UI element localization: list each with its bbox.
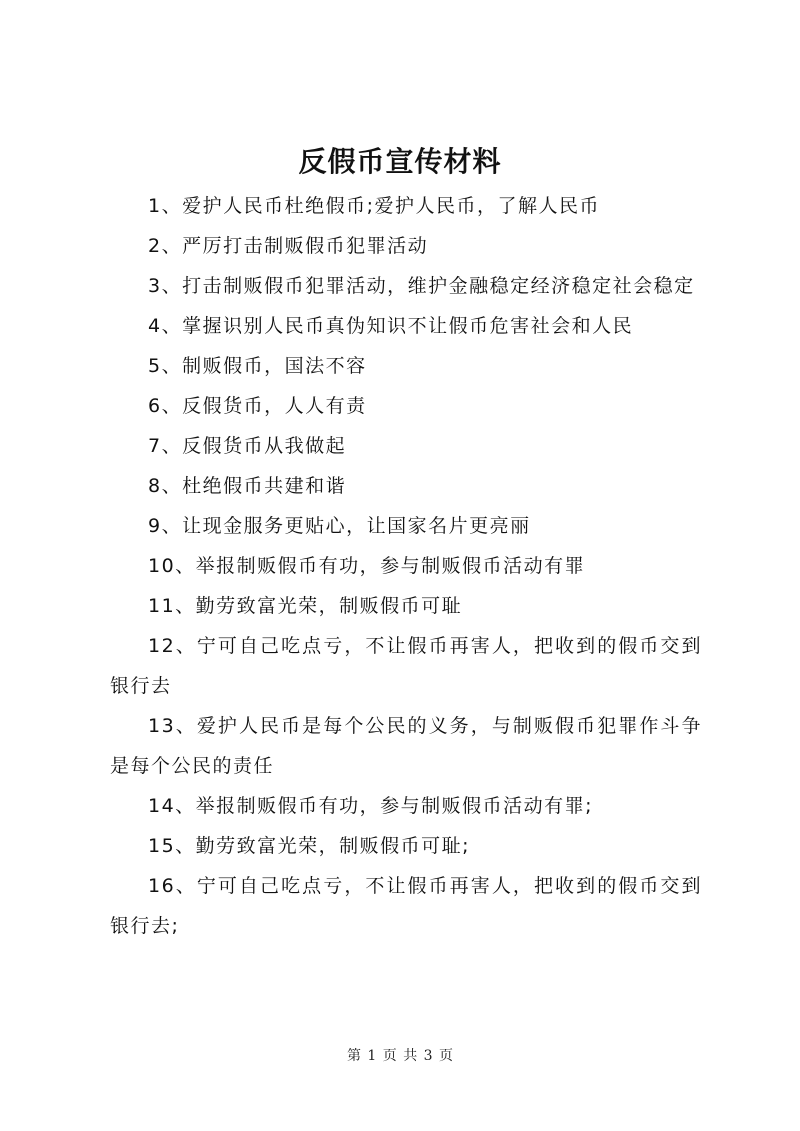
list-item-5: 5、制贩假币，国法不容 <box>148 355 367 377</box>
list-item-3: 3、打击制贩假币犯罪活动，维护金融稳定经济稳定社会稳定 <box>148 275 695 297</box>
list-item-6: 6、反假货币，人人有责 <box>148 395 367 417</box>
list-item-15: 15、勤劳致富光荣，制贩假币可耻; <box>148 835 471 857</box>
list-item-2: 2、严厉打击制贩假币犯罪活动 <box>148 235 429 257</box>
list-item-4: 4、掌握识别人民币真伪知识不让假币危害社会和人民 <box>148 315 634 337</box>
list-item-11: 11、勤劳致富光荣，制贩假币可耻 <box>148 595 463 617</box>
list-item-9: 9、让现金服务更贴心，让国家名片更亮丽 <box>148 515 531 537</box>
document-title: 反假币宣传材料 <box>298 145 502 178</box>
list-item-14: 14、举报制贩假币有功，参与制贩假币活动有罪; <box>148 795 594 817</box>
list-item-12: 12、宁可自己吃点亏，不让假币再害人，把收到的假币交到银行去 <box>110 635 702 697</box>
list-item-10: 10、举报制贩假币有功，参与制贩假币活动有罪 <box>148 555 586 577</box>
list-item-7: 7、反假货币从我做起 <box>148 435 347 457</box>
list-item-16: 16、宁可自己吃点亏，不让假币再害人，把收到的假币交到银行去; <box>110 875 702 937</box>
document-body <box>110 186 702 946</box>
list-item-1: 1、爱护人民币杜绝假币;爱护人民币，了解人民币 <box>148 195 600 217</box>
list-item-8: 8、杜绝假币共建和谐 <box>148 475 347 497</box>
list-item-13: 13、爱护人民币是每个公民的义务，与制贩假币犯罪作斗争是每个公民的责任 <box>110 715 702 777</box>
page-footer: 第 1 页 共 3 页 <box>346 1048 454 1064</box>
